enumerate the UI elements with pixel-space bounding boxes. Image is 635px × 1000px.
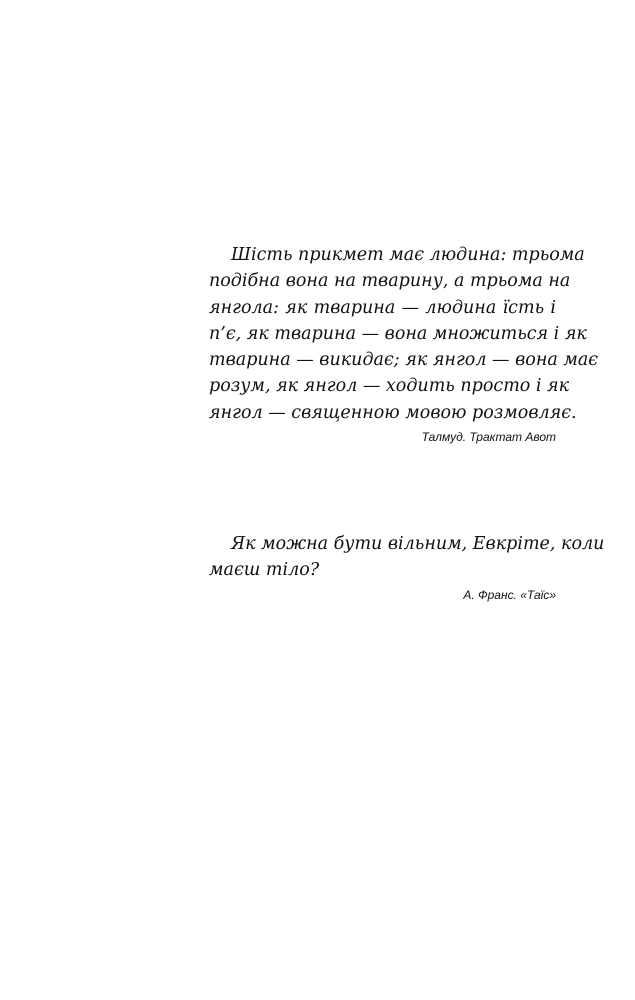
quote-line: маєш тіло? bbox=[209, 560, 320, 581]
epigraph-quote bbox=[209, 242, 599, 426]
quote-line: розум, як янгол — ходить просто і як bbox=[209, 376, 570, 397]
quote-line: подібна вона на тварину, а трьома на bbox=[209, 271, 571, 292]
quote-line: п’є, як тварина — вона множиться і як bbox=[209, 323, 587, 344]
epigraph-talmud bbox=[209, 242, 599, 445]
epigraph-attribution: Талмуд. Трактат Авот bbox=[421, 430, 556, 445]
quote-line: янгол — священною мовою розмовляє. bbox=[209, 402, 577, 423]
quote-line: Шість прикмет має людина: трьома bbox=[231, 245, 585, 265]
quote-line: тварина — викидає; як янгол — вона має bbox=[209, 350, 599, 371]
quote-line: янгола: як тварина — людина їсть і bbox=[209, 297, 556, 318]
epigraph-france bbox=[209, 531, 605, 603]
quote-line: Як можна бути вільним, Евкріте, коли bbox=[231, 534, 605, 554]
epigraph-attribution: А. Франс. «Таїс» bbox=[463, 587, 556, 602]
epigraph-quote bbox=[209, 531, 605, 584]
